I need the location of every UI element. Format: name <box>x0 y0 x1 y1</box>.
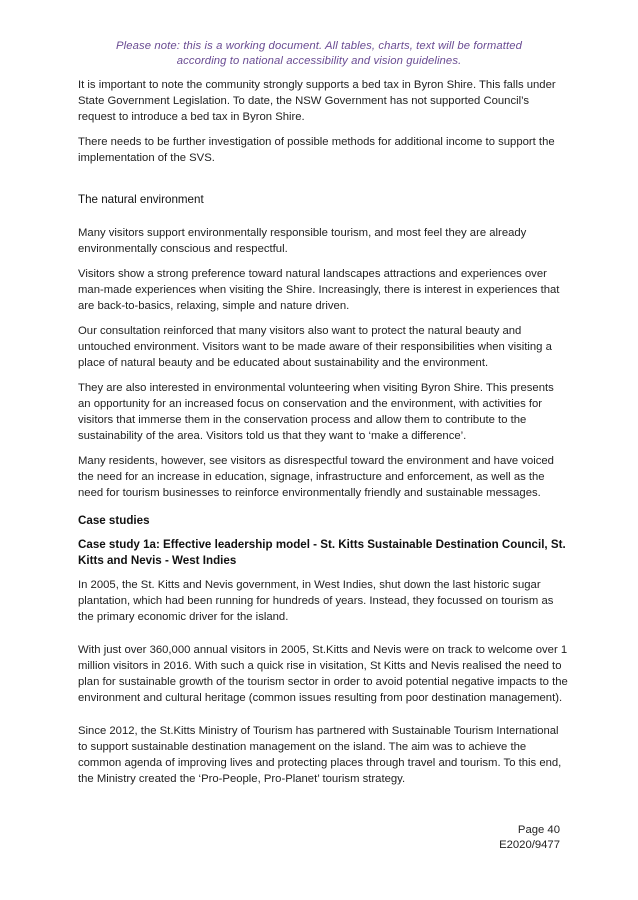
notice-line-1: Please note: this is a working document. All tables, charts, text will be formatted <box>116 40 522 52</box>
document-reference: E2020/9477 <box>499 839 560 851</box>
paragraph-case-3: Since 2012, the St.Kitts Ministry of Tourism has partnered with Sustainable Tourism International to support sustainable destination management on the island. The aim was to achieve the common agenda of improving lives and protecting places through travel and tourism. To this end, the Ministry created the ‘Pro-People, Pro-Planet’ tourism strategy. <box>78 725 562 785</box>
paragraph-env-1: Many visitors support environmentally responsible tourism, and most feel they are already environmentally conscious and respectful. <box>78 227 527 255</box>
paragraph-env-3: Our consultation reinforced that many visitors also want to protect the natural beauty and untouched environment. Visitors want to be made aware of their responsibilities when visiting a place of natural beauty and be educated about sustainability and the environment. <box>78 325 552 369</box>
paragraph-bed-tax: It is important to note the community strongly supports a bed tax in Byron Shire. This falls under State Government Legislation. To date, the NSW Government has not supported Council’s request to introduce a bed tax in Byron Shire. <box>78 79 556 123</box>
paragraph-env-5: Many residents, however, see visitors as disrespectful toward the environment and have voiced the need for an increase in education, signage, infrastructure and enforcement, as well as the need for tourism businesses to reinforce environmentally friendly and sustainable messages. <box>78 455 554 499</box>
notice-line-2: according to national accessibility and vision guidelines. <box>176 55 462 67</box>
page-body <box>78 77 568 796</box>
page-footer <box>499 823 560 853</box>
heading-natural-environment: The natural environment <box>78 193 204 206</box>
paragraph-additional-income: There needs to be further investigation of possible methods for additional income to support the implementation of the SVS. <box>78 136 555 164</box>
working-document-notice <box>60 39 578 69</box>
paragraph-case-2: With just over 360,000 annual visitors in 2005, St.Kitts and Nevis were on track to welcome over 1 million visitors in 2016. With such a quick rise in visitation, St Kitts and Nevis realised the need to plan for sustainable growth of the tourism sector in order to avoid potential negative impacts to the environment and cultural heritage (common issues resulting from poor destination management). <box>78 644 568 704</box>
paragraph-env-4: They are also interested in environmental volunteering when visiting Byron Shire. This presents an opportunity for an increased focus on conservation and the environment, with activities for visitors that immerse them in the conservation process and allow them to contribute to the sustainability of the area. Visitors told us that they want to ‘make a difference’. <box>78 382 554 442</box>
page-number: Page 40 <box>517 824 560 836</box>
heading-case-study-1a: Case study 1a: Effective leadership model - St. Kitts Sustainable Destination Council, St. Kitts and Nevis - West Indies <box>78 538 566 567</box>
paragraph-env-2: Visitors show a strong preference toward natural landscapes attractions and experiences over man-made experiences when visiting the Shire. Increasingly, there is interest in experiences that are back-to-basics, relaxing, simple and nature driven. <box>78 268 560 312</box>
heading-case-studies: Case studies <box>78 514 150 527</box>
paragraph-case-1: In 2005, the St. Kitts and Nevis government, in West Indies, shut down the last historic sugar plantation, which had been running for hundreds of years. Instead, they focussed on tourism as the primary economic driver for the island. <box>78 579 554 623</box>
